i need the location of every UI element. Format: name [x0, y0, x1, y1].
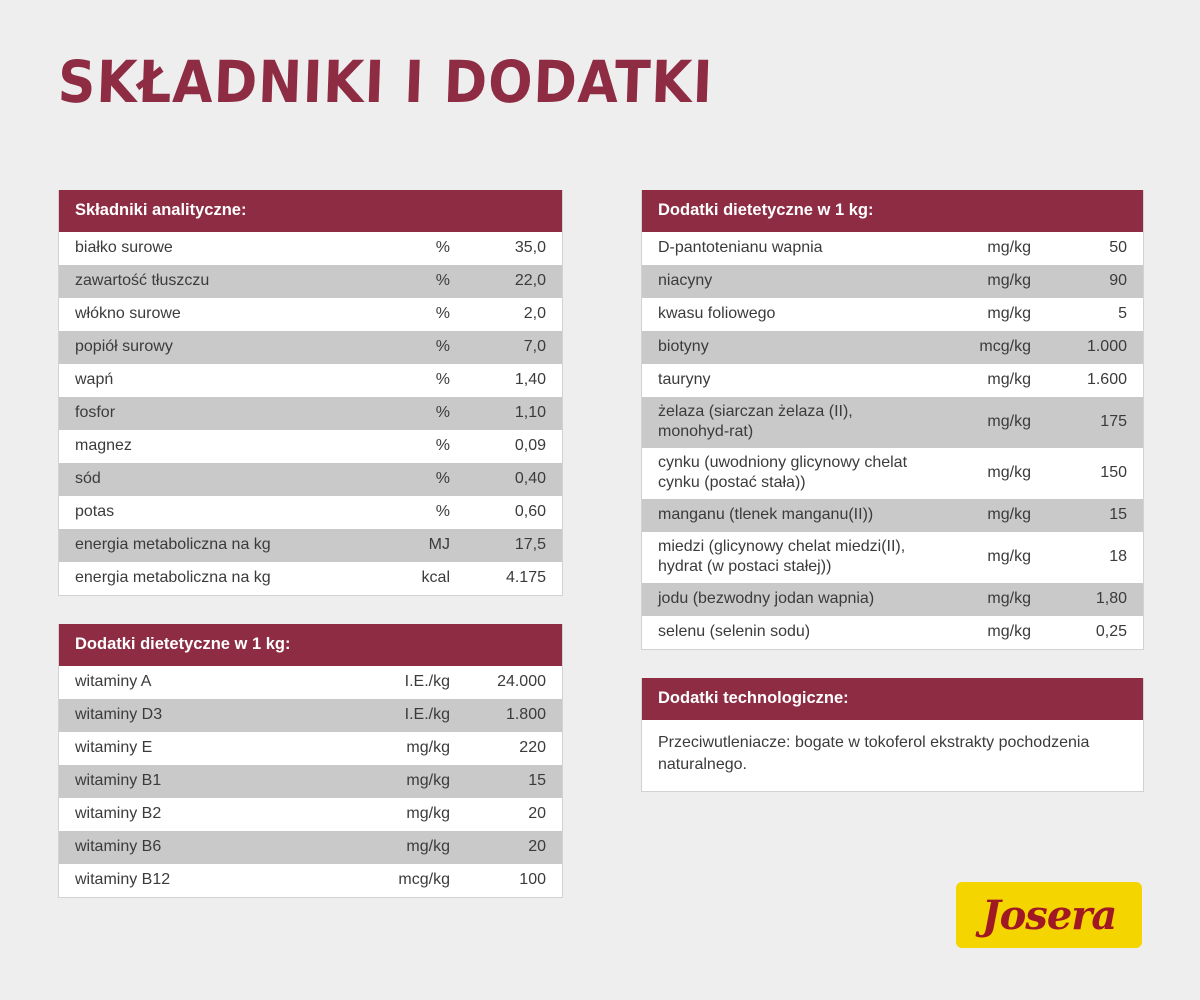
- table-row: [642, 331, 1143, 364]
- row-value: 90: [1109, 272, 1127, 290]
- table-row: [642, 583, 1143, 616]
- row-unit: mg/kg: [406, 772, 450, 790]
- table-row: [642, 499, 1143, 532]
- row-name: D-pantotenianu wapnia: [658, 239, 823, 257]
- row-name: fosfor: [75, 404, 116, 422]
- row-name: żelaza (siarczan żelaza (II), monohyd-rat): [658, 403, 853, 441]
- row-value: 35,0: [514, 239, 546, 257]
- row-value: 1,80: [1095, 590, 1127, 608]
- dietary-additives-header: Dodatki dietetyczne w 1 kg:: [642, 190, 1143, 232]
- row-name: biotyny: [658, 338, 709, 356]
- row-value: 24.000: [497, 673, 546, 691]
- logo-text: Josera: [981, 891, 1117, 939]
- row-value: 17,5: [514, 536, 546, 554]
- row-value: 22,0: [514, 272, 546, 290]
- row-name: włókno surowe: [75, 305, 181, 323]
- row-unit: mg/kg: [987, 371, 1031, 389]
- analytical-constituents-header: Składniki analityczne:: [59, 190, 562, 232]
- row-unit: mg/kg: [987, 548, 1031, 566]
- row-name: witaminy B6: [75, 838, 162, 856]
- row-value: 15: [1109, 506, 1127, 524]
- row-value: 5: [1118, 305, 1127, 323]
- table-row: [59, 699, 562, 732]
- row-value: 0,09: [514, 437, 546, 455]
- row-name: sód: [75, 470, 101, 488]
- analytical-constituents-table: [58, 190, 563, 596]
- row-name: witaminy E: [75, 739, 153, 757]
- row-unit: %: [435, 239, 450, 257]
- row-unit: mcg/kg: [979, 338, 1031, 356]
- row-unit: mcg/kg: [398, 871, 450, 889]
- table-row: [59, 798, 562, 831]
- row-unit: kcal: [421, 569, 450, 587]
- row-value: 20: [528, 805, 546, 823]
- row-name: energia metaboliczna na kg: [75, 536, 271, 554]
- table-row: [59, 666, 562, 699]
- row-value: 1.600: [1086, 371, 1127, 389]
- right-column: [641, 190, 1144, 926]
- table-row: [642, 616, 1143, 649]
- row-name: witaminy B2: [75, 805, 162, 823]
- row-unit: %: [435, 404, 450, 422]
- table-row: [59, 496, 562, 529]
- table-row: [642, 397, 1143, 448]
- row-unit: %: [435, 503, 450, 521]
- vitamins-additives-table: [58, 624, 563, 898]
- row-value: 100: [519, 871, 546, 889]
- row-value: 4.175: [505, 569, 546, 587]
- table-row: [642, 364, 1143, 397]
- row-value: 1.000: [1086, 338, 1127, 356]
- table-row: [59, 298, 562, 331]
- row-unit: mg/kg: [987, 506, 1031, 524]
- row-name: wapń: [75, 371, 114, 389]
- row-name: zawartość tłuszczu: [75, 272, 210, 290]
- table-row: [59, 864, 562, 897]
- row-unit: %: [435, 272, 450, 290]
- row-name: magnez: [75, 437, 132, 455]
- row-name: potas: [75, 503, 115, 521]
- table-row: [642, 532, 1143, 583]
- row-value: 1,10: [514, 404, 546, 422]
- table-row: [59, 831, 562, 864]
- row-unit: %: [435, 371, 450, 389]
- tables-container: [58, 190, 1144, 926]
- table-row: [59, 463, 562, 496]
- row-unit: mg/kg: [987, 239, 1031, 257]
- row-name: witaminy D3: [75, 706, 163, 724]
- table-row: [59, 232, 562, 265]
- row-unit: mg/kg: [987, 305, 1031, 323]
- row-value: 18: [1109, 548, 1127, 566]
- row-unit: %: [435, 338, 450, 356]
- row-name: manganu (tlenek manganu(II)): [658, 506, 874, 524]
- table-row: [59, 397, 562, 430]
- row-value: 1.800: [505, 706, 546, 724]
- row-name: popiół surowy: [75, 338, 173, 356]
- technological-additives-text: Przeciwutleniacze: bogate w tokoferol ekstrakty pochodzenia naturalnego.: [658, 733, 1090, 774]
- row-unit: mg/kg: [987, 413, 1031, 431]
- row-value: 175: [1100, 413, 1127, 431]
- table-row: [59, 364, 562, 397]
- technological-additives-block: [641, 678, 1144, 792]
- row-value: 20: [528, 838, 546, 856]
- row-unit: MJ: [428, 536, 450, 554]
- row-name: jodu (bezwodny jodan wapnia): [658, 590, 875, 608]
- row-unit: I.E./kg: [404, 673, 450, 691]
- row-name: selenu (selenin sodu): [658, 623, 811, 641]
- table-row: [59, 331, 562, 364]
- table-row: [59, 265, 562, 298]
- row-value: 2,0: [523, 305, 546, 323]
- row-unit: mg/kg: [406, 838, 450, 856]
- row-name: kwasu foliowego: [658, 305, 776, 323]
- row-value: 1,40: [514, 371, 546, 389]
- page-title: SKŁADNIKI I DODATKI: [56, 48, 715, 116]
- row-unit: %: [435, 470, 450, 488]
- row-unit: mg/kg: [987, 464, 1031, 482]
- row-name: witaminy B1: [75, 772, 162, 790]
- row-name: tauryny: [658, 371, 711, 389]
- row-unit: %: [435, 305, 450, 323]
- row-name: witaminy B12: [75, 871, 171, 889]
- technological-additives-header: Dodatki technologiczne:: [642, 678, 1143, 720]
- table-row: [59, 765, 562, 798]
- vitamins-additives-header: Dodatki dietetyczne w 1 kg:: [59, 624, 562, 666]
- row-unit: mg/kg: [987, 623, 1031, 641]
- row-unit: %: [435, 437, 450, 455]
- table-row: [642, 448, 1143, 499]
- table-row: [642, 265, 1143, 298]
- row-value: 220: [519, 739, 546, 757]
- table-row: [59, 732, 562, 765]
- row-unit: I.E./kg: [404, 706, 450, 724]
- table-row: [59, 529, 562, 562]
- table-row: [59, 430, 562, 463]
- row-unit: mg/kg: [406, 805, 450, 823]
- row-value: 0,40: [514, 470, 546, 488]
- row-value: 150: [1100, 464, 1127, 482]
- row-value: 0,60: [514, 503, 546, 521]
- row-name: energia metaboliczna na kg: [75, 569, 271, 587]
- table-row: [642, 232, 1143, 265]
- row-unit: mg/kg: [987, 272, 1031, 290]
- dietary-additives-table: [641, 190, 1144, 650]
- row-value: 15: [528, 772, 546, 790]
- row-value: 0,25: [1095, 623, 1127, 641]
- row-value: 50: [1109, 239, 1127, 257]
- row-name: witaminy A: [75, 673, 152, 691]
- left-column: [58, 190, 563, 926]
- table-row: [59, 562, 562, 595]
- row-value: 7,0: [523, 338, 546, 356]
- row-name: białko surowe: [75, 239, 173, 257]
- row-name: niacyny: [658, 272, 713, 290]
- row-unit: mg/kg: [987, 590, 1031, 608]
- row-unit: mg/kg: [406, 739, 450, 757]
- row-name: miedzi (glicynowy chelat miedzi(II), hydrat (w postaci stałej)): [658, 537, 906, 576]
- josera-logo: [956, 882, 1142, 948]
- row-name: cynku (uwodniony glicynowy chelat cynku (postać stała)): [658, 453, 908, 492]
- table-row: [642, 298, 1143, 331]
